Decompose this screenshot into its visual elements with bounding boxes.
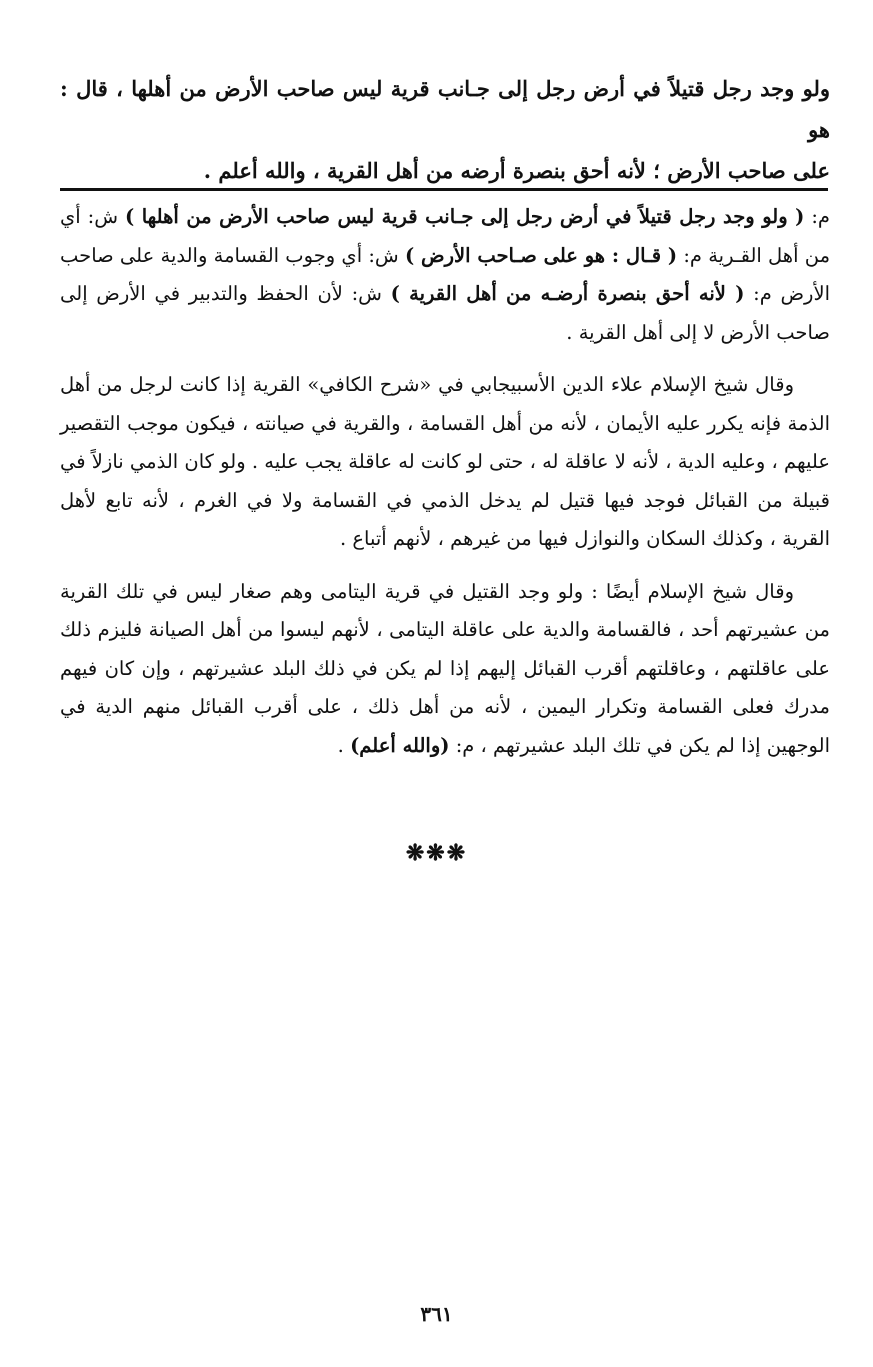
paragraph-3-text: وقال شيخ الإسلام أيضًا : ولو وجد القتيل في قرية اليتامى وهم صغار ليس في تلك القرية من عشيرتهم أحد ، فالقسامة والدية على عاقلة اليتامى ، لأنهم ليسوا من أهل الصيانة فليزم ذلك على عاقلتهم ، وعاقلتهم أقرب القبائل إليهم إذا لم يكن في ذلك البلد عشيرتهم ، وإن كان فيهم مدرك فعلى القسامة وتكرار اليمين ، لأنه من أهل ذلك ، على أقرب القبائل منهم الدية في الوجهين إذا لم يكن في تلك البلد عشيرتهم ، م:	[60, 579, 830, 757]
main-text-line-1: ولو وجد رجل قتيلاً في أرض رجل إلى جـانب قرية ليس صاحب الأرض من أهلها ، قال : هو	[60, 76, 830, 142]
commentary-text-1: ش: أي من أهل القـرية م:	[60, 205, 831, 267]
main-text-line-2: على صاحب الأرض ؛ لأنه أحق بنصرة أرضه من أهل القرية ، والله أعلم .	[203, 158, 830, 183]
quoted-matn-3: ( لأنه أحق بنصرة أرضـه من أهل القرية )	[390, 282, 745, 305]
commentary-text-2: ش: أي وجوب القسامة والدية على صاحب الأرض م:	[60, 243, 830, 305]
commentary-text-3: ش: لأن الحفظ والتدبير في الأرض إلى صاحب الأرض لا إلى أهل القرية .	[60, 282, 830, 344]
quoted-matn-1: ( ولو وجد رجل قتيلاً في أرض رجل إلى جـانب قرية ليس صاحب الأرض من أهلها )	[124, 205, 805, 228]
main-text-block	[60, 68, 830, 191]
commentary-paragraph-1	[60, 198, 830, 352]
matn-marker: م:	[811, 205, 830, 228]
commentary-block	[60, 198, 830, 765]
page-number: ٣٦١	[420, 1302, 453, 1326]
section-separator-stars: ❋❋❋	[405, 840, 468, 866]
quoted-matn-2: ( قـال : هو على صـاحب الأرض )	[404, 243, 678, 267]
section-divider	[60, 188, 828, 191]
closing-punctuation: .	[337, 733, 351, 757]
closing-phrase: (والله أعلم)	[350, 733, 450, 757]
commentary-paragraph-2: وقال شيخ الإسلام علاء الدين الأسبيجابي في «شرح الكافي» القرية إذا كانت لرجل من أهل الذمة فإنه يكرر عليه الأيمان ، لأنه من أهل القسامة ، والقرية في صيانته ، فيكون موجب التقصير عليهم ، وعليه الدية ، لأنه لا عاقلة له ، حتى لو كانت له عاقلة يجب عليه . ولو كان الذمي نازلاً في قبيلة من القبائل فوجد فيها قتيل لم يدخل الذمي في القسامة ولا في الغرم ، لأنه تابع لأهل القرية ، وكذلك السكان والنوازل فيها من غيرهم ، لأنهم أتباع .	[60, 373, 830, 550]
commentary-paragraph-3	[60, 573, 830, 766]
